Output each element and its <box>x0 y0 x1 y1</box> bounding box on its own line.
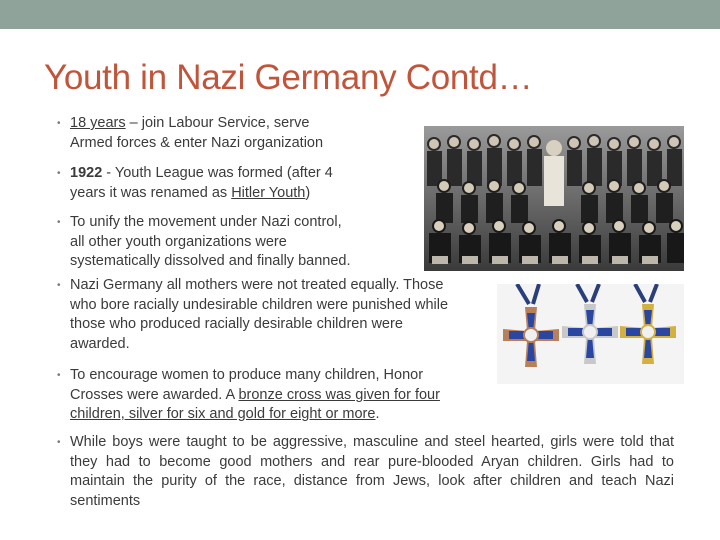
bullet-text: ) <box>305 184 311 201</box>
bullet-text: . <box>375 406 380 422</box>
bullet-text: – join Labour Service, serve <box>125 115 310 131</box>
group-photo-illustration <box>424 126 684 271</box>
bullet-dot-icon: • <box>57 437 61 448</box>
hitler-youth-photo <box>424 126 684 271</box>
bullet-line: systematically dissolved and finally banned. <box>70 253 351 269</box>
bullet-mothers <box>57 276 449 354</box>
mother-cross-illustration <box>497 284 684 384</box>
bullet-labour-service <box>57 114 324 153</box>
bullet-boys-girls <box>57 433 674 511</box>
bullet-dot-icon: • <box>57 118 61 129</box>
bullet-line: To unify the movement under Nazi control, <box>70 214 342 230</box>
slide-title: Youth in Nazi Germany Contd… <box>44 58 533 97</box>
top-accent-bar <box>0 0 720 29</box>
bullet-honor-crosses <box>57 366 440 425</box>
bullet-text: Armed forces & enter Nazi organization <box>70 134 324 151</box>
bullet-underline-text: children, silver for six and gold for eight or more <box>70 406 376 422</box>
bullet-dot-icon: • <box>57 280 61 291</box>
bullet-line: Nazi Germany all mothers were not treated equally. Those <box>70 277 444 293</box>
bullet-underline-text: bronze cross was given for four <box>238 386 440 403</box>
bullet-dot-icon: • <box>57 168 61 179</box>
bullet-underline-text: 18 years <box>70 115 126 131</box>
bullet-youth-league <box>57 164 333 203</box>
bullet-text: years it was renamed as <box>70 184 232 201</box>
bullet-line: those who produced racially desirable children were <box>70 316 403 332</box>
honor-crosses-photo <box>497 284 684 384</box>
bullet-bold-text: 1922 <box>70 165 103 181</box>
bullet-line: all other youth organizations were <box>70 233 287 250</box>
bullet-underline-text: Hitler Youth <box>231 184 306 201</box>
bullet-dot-icon: • <box>57 370 61 381</box>
bullet-unify-movement <box>57 213 351 272</box>
bullet-text: To encourage women to produce many children, Honor <box>70 367 424 383</box>
bullet-dot-icon: • <box>57 217 61 228</box>
bullet-line: who bore racially undesirable children were punished while <box>70 296 449 313</box>
bullet-text: - Youth League was formed (after 4 <box>102 165 333 181</box>
bullet-line: awarded. <box>70 335 130 352</box>
bullet-text: Crosses were awarded. A <box>70 386 239 403</box>
bullet-paragraph: While boys were taught to be aggressive, masculine and steel hearted, girls were told that they had to become good mothers and rear pure-blooded Aryan children. Girls had to maintain the purity of the race, distance from Jews, look after children and teach Nazi sentiments <box>70 434 674 509</box>
